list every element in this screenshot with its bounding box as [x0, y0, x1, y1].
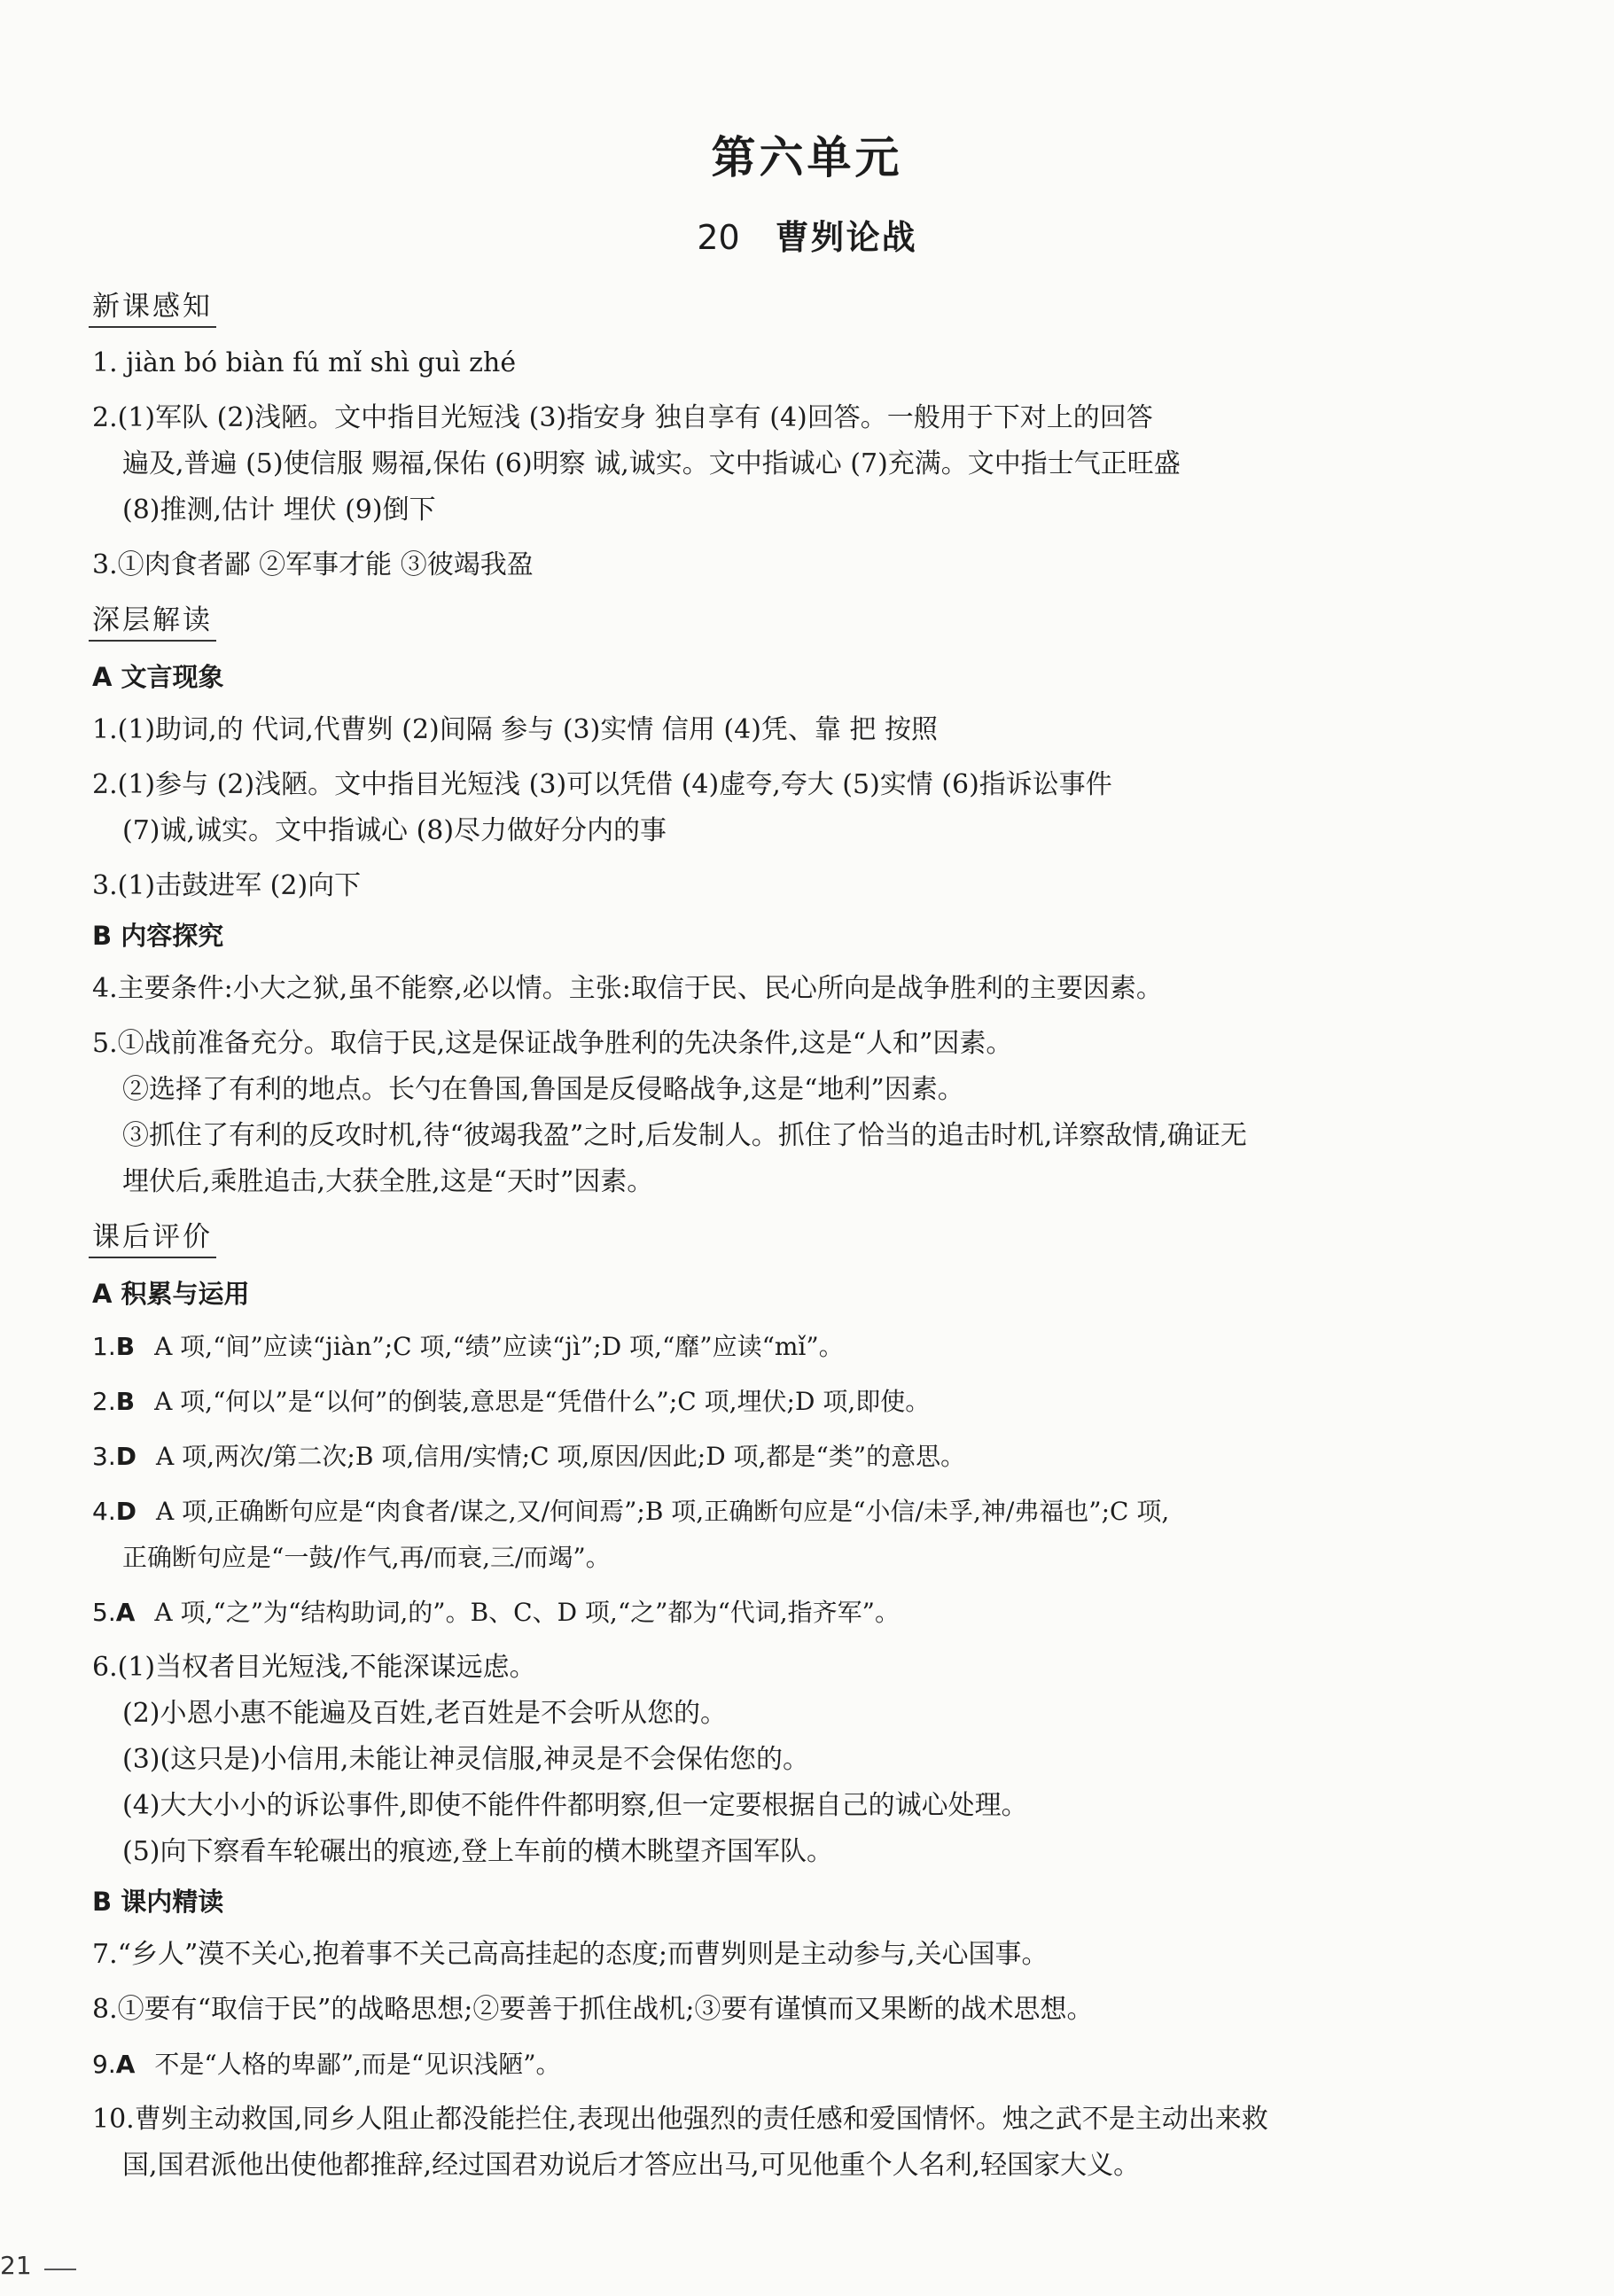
- lesson-number: 20: [697, 218, 740, 257]
- answer-continuation-line: [92, 1737, 1436, 1783]
- answer-continuation-line: [92, 808, 1436, 854]
- answer-continuation-line: [92, 2143, 1436, 2189]
- answer-text: 4.主要条件:小大之狱,虽不能察,必以情。主张:取信于民、民心所向是战争胜利的主要因素。: [92, 973, 1163, 1004]
- answer-choice: D: [115, 1442, 136, 1471]
- answer-text: 不是“人格的卑鄙”,而是“见识浅陋”。: [154, 2050, 561, 2079]
- answer-text: A 项,两次/第二次;B 项,信用/实情;C 项,原因/因此;D 项,都是“类”的意思。: [155, 1442, 966, 1471]
- answer-item: [92, 1987, 1436, 2033]
- answer-item: [92, 1379, 1436, 1425]
- answer-line: [92, 1434, 1436, 1480]
- answer-item: [92, 1434, 1436, 1480]
- answer-text: 1.(1)助词,的 代词,代曹刿 (2)间隔 参与 (3)实情 信用 (4)凭、靠 把 按照: [92, 714, 938, 745]
- answer-item: [92, 863, 1436, 909]
- answer-text: 国,国君派他出使他都推辞,经过国君劝说后才答应出马,可见他重个人名利,轻国家大义。: [122, 2150, 1141, 2181]
- answer-line: [92, 395, 1436, 441]
- answer-continuation-line: [92, 1829, 1436, 1875]
- section-accumulation-items: [89, 1324, 1436, 1875]
- answer-item: [92, 1932, 1436, 1978]
- answer-text: 埋伏后,乘胜追击,大获全胜,这是“天时”因素。: [122, 1166, 654, 1197]
- answer-continuation-line: [92, 1159, 1436, 1205]
- answer-choice: A: [115, 2050, 136, 2079]
- subhead-intensive-reading: B 课内精读: [92, 1887, 224, 1917]
- answer-text: A 项,“何以”是“以何”的倒装,意思是“凭借什么”;C 项,埋伏;D 项,即使。: [154, 1387, 931, 1416]
- answer-continuation-line: [92, 1783, 1436, 1829]
- answer-text: 8.①要有“取信于民”的战略思想;②要善于抓住战机;③要有谨慎而又果断的战术思想。: [92, 1994, 1094, 2025]
- answer-text: (7)诚,诚实。文中指诚心 (8)尽力做好分内的事: [122, 815, 667, 846]
- page-number-dash: [44, 2269, 76, 2270]
- answer-text: (2)小恩小惠不能遍及百姓,老百姓是不会听从您的。: [122, 1698, 728, 1729]
- unit-title: 第六单元: [711, 131, 903, 183]
- answer-line: [92, 762, 1436, 808]
- answer-item: [92, 2042, 1436, 2088]
- answer-number: 3.: [92, 1442, 116, 1471]
- answer-item: [92, 1021, 1436, 1205]
- answer-item: [92, 966, 1436, 1012]
- answer-continuation-line: [92, 1113, 1436, 1159]
- answer-item: [92, 1324, 1436, 1370]
- answer-number: 2.: [92, 1387, 116, 1416]
- answer-text: ③抓住了有利的反攻时机,待“彼竭我盈”之时,后发制人。抓住了恰当的追击时机,详察敌情,确证无: [122, 1120, 1247, 1151]
- section-label-new-lesson: 新课感知: [89, 289, 216, 328]
- answer-item: [92, 2097, 1436, 2189]
- answer-text: 3.①肉食者鄙 ②军事才能 ③彼竭我盈: [92, 549, 534, 580]
- answer-text: A 项,“间”应读“jiàn”;C 项,“绩”应读“jì”;D 项,“靡”应读“mǐ”。: [154, 1332, 844, 1361]
- answer-text: 10.曹刿主动救国,同乡人阻止都没能拦住,表现出他强烈的责任感和爱国情怀。烛之武不是主动出来救: [92, 2104, 1268, 2135]
- answer-line: [92, 542, 1436, 588]
- answer-line: [92, 707, 1436, 753]
- answer-item: [92, 707, 1436, 753]
- answer-line: [92, 1489, 1436, 1535]
- answer-text: 遍及,普遍 (5)使信服 赐福,保佑 (6)明察 诚,诚实。文中指诚心 (7)充满。文中指士气正旺盛: [122, 448, 1181, 479]
- answer-continuation-line: [92, 1067, 1436, 1113]
- answer-text: 2.(1)军队 (2)浅陋。文中指目光短浅 (3)指安身 独自享有 (4)回答。一般用于下对上的回答: [92, 402, 1153, 433]
- answer-line: [92, 1645, 1436, 1691]
- answer-text: 2.(1)参与 (2)浅陋。文中指目光短浅 (3)可以凭借 (4)虚夸,夸大 (5)实情 (6)指诉讼事件: [92, 769, 1112, 800]
- answer-continuation-line: [92, 1691, 1436, 1737]
- subhead-accumulation: A 积累与运用: [92, 1279, 250, 1309]
- answer-number: 9.: [92, 2050, 116, 2079]
- answer-text: (5)向下察看车轮碾出的痕迹,登上车前的横木眺望齐国军队。: [122, 1836, 834, 1867]
- answer-text: 正确断句应是“一鼓/作气,再/而衰,三/而竭”。: [122, 1543, 611, 1572]
- section-classical-phenomena-items: [89, 707, 1436, 909]
- answer-line: [92, 2042, 1436, 2088]
- section-label-after-class: 课后评价: [89, 1219, 216, 1258]
- answer-item: [92, 1590, 1436, 1636]
- answer-item: [92, 762, 1436, 854]
- answer-text: ②选择了有利的地点。长勺在鲁国,鲁国是反侵略战争,这是“地利”因素。: [122, 1074, 964, 1105]
- answer-text: 6.(1)当权者目光短浅,不能深谋远虑。: [92, 1652, 536, 1683]
- answer-line: [92, 1987, 1436, 2033]
- answer-number: 5.: [92, 1598, 116, 1627]
- answer-text: 1. jiàn bó biàn fú mǐ shì guì zhé: [92, 347, 517, 378]
- answer-number: 4.: [92, 1497, 116, 1526]
- answer-line: [92, 1324, 1436, 1370]
- answer-line: [92, 1590, 1436, 1636]
- answer-content: [89, 284, 1436, 2198]
- answer-continuation-line: [92, 441, 1436, 487]
- answer-text: (4)大大小小的诉讼事件,即使不能件件都明察,但一定要根据自己的诚心处理。: [122, 1790, 1028, 1821]
- answer-line: [92, 863, 1436, 909]
- answer-item: [92, 1645, 1436, 1875]
- answer-line: [92, 1021, 1436, 1067]
- answer-text: A 项,正确断句应是“肉食者/谋之,又/何间焉”;B 项,正确断句应是“小信/未孚,神/弗福也”;C 项,: [155, 1497, 1170, 1526]
- page-number: 21: [0, 2251, 32, 2280]
- answer-choice: A: [115, 1598, 136, 1627]
- answer-line: [92, 966, 1436, 1012]
- lesson-name: 曹刿论战: [775, 217, 917, 257]
- answer-text: (8)推测,估计 埋伏 (9)倒下: [122, 494, 436, 525]
- answer-choice: B: [115, 1332, 136, 1361]
- answer-text: 7.“乡人”漠不关心,抱着事不关己高高挂起的态度;而曹刿则是主动参与,关心国事。: [92, 1939, 1049, 1970]
- answer-line: [92, 340, 1436, 386]
- answer-item: [92, 1489, 1436, 1581]
- answer-item: [92, 395, 1436, 533]
- answer-continuation-line: [92, 487, 1436, 533]
- answer-text: A 项,“之”为“结构助词,的”。B、C、D 项,“之”都为“代词,指齐军”。: [154, 1598, 900, 1627]
- lesson-title: [0, 210, 1614, 259]
- answer-line: [92, 2097, 1436, 2143]
- answer-choice: D: [115, 1497, 136, 1526]
- answer-item: [92, 542, 1436, 588]
- subhead-classical-phenomena: A 文言现象: [92, 662, 224, 692]
- answer-text: 3.(1)击鼓进军 (2)向下: [92, 870, 362, 901]
- section-label-deep-reading: 深层解读: [89, 603, 216, 642]
- section-new-lesson-items: [89, 340, 1436, 588]
- subhead-content-exploration: B 内容探究: [92, 921, 224, 951]
- answer-continuation-line: [92, 1535, 1436, 1581]
- answer-line: [92, 1932, 1436, 1978]
- answer-text: 5.①战前准备充分。取信于民,这是保证战争胜利的先决条件,这是“人和”因素。: [92, 1028, 1013, 1059]
- answer-item: [92, 340, 1436, 386]
- answer-number: 1.: [92, 1332, 116, 1361]
- answer-line: [92, 1379, 1436, 1425]
- section-intensive-reading-items: [89, 1932, 1436, 2189]
- answer-choice: B: [115, 1387, 136, 1416]
- answer-text: (3)(这只是)小信用,未能让神灵信服,神灵是不会保佑您的。: [122, 1744, 809, 1775]
- section-content-exploration-items: [89, 966, 1436, 1205]
